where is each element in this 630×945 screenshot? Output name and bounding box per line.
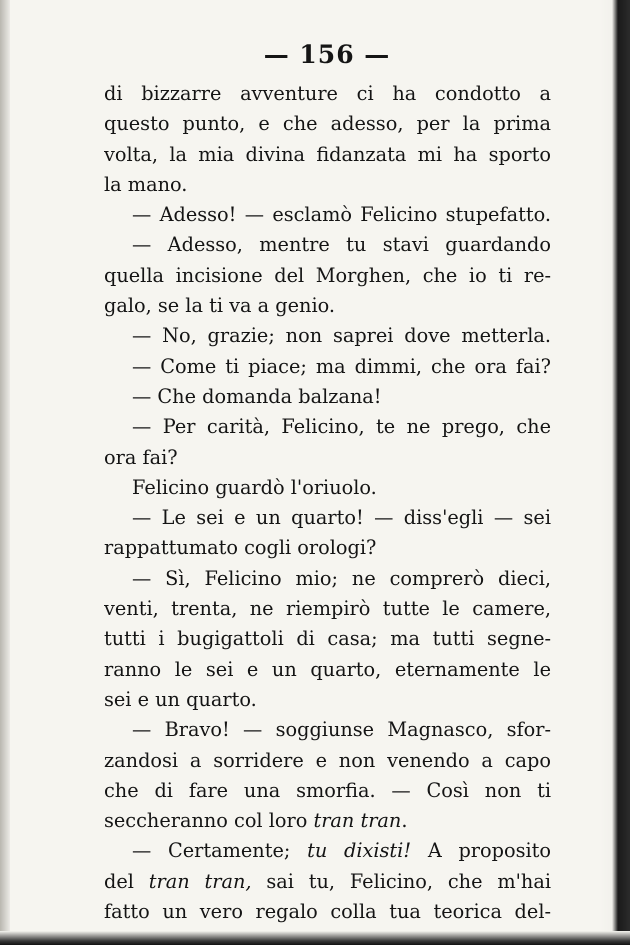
text-line: la mano. <box>104 172 188 196</box>
text-line: zandosi a sorridere e non venendo a capo <box>104 748 551 772</box>
text-line: ranno le sei e un quarto, eternamente le <box>104 657 551 681</box>
text-run: seccheranno col loro <box>104 809 314 833</box>
text-line <box>104 867 551 897</box>
text-line: Felicino guardò l'oriuolo. <box>132 475 377 499</box>
text-line: venti, trenta, ne riempirò tutte le camere, <box>104 597 551 621</box>
page-bottom-edge <box>0 931 630 945</box>
text-line: — Adesso, mentre tu stavi guardando <box>132 233 551 257</box>
text-line: che di fare una smorfia. — Così non ti <box>104 778 551 802</box>
text-line: volta, la mia divina fidanzata mi ha sporto <box>104 142 551 166</box>
text-line: rappattumato cogli orologi? <box>104 536 377 560</box>
text-line: quella incisione del Morghen, che io ti re- <box>104 263 551 287</box>
italic-text: tran tran, <box>148 869 252 893</box>
text-run: sai tu, Felicino, che m'hai <box>251 869 551 893</box>
text-run: . <box>401 809 408 833</box>
text-line: — Come ti piace; ma dimmi, che ora fai? <box>132 354 551 378</box>
text-line: — Sì, Felicino mio; ne comprerò dieci, <box>132 566 551 590</box>
text-line: di bizzarre avventure ci ha condotto a <box>104 82 551 105</box>
text-line <box>104 806 551 836</box>
body-text <box>104 79 551 927</box>
text-line: tutti i bugigattoli di casa; ma tutti segne- <box>104 627 551 651</box>
binding-edge <box>0 0 10 945</box>
text-line: — Per carità, Felicino, te ne prego, che <box>132 415 551 439</box>
text-line: — No, grazie; non saprei dove metterla. <box>132 324 551 348</box>
text-line: fatto un vero regalo colla tua teorica del- <box>104 900 551 924</box>
text-line: — Bravo! — soggiunse Magnasco, sfor- <box>132 718 551 742</box>
text-run: del <box>104 869 149 893</box>
text-line: sei e un quarto. <box>104 687 257 711</box>
page-number: — 156 — <box>263 40 391 69</box>
text-run: A proposito <box>411 839 551 863</box>
text-line: — Adesso! — esclamò Felicino stupefatto. <box>132 203 551 227</box>
italic-text: tu dixisti! <box>307 839 412 863</box>
text-run: — Certamente; <box>132 839 308 863</box>
text-line: questo punto, e che adesso, per la prima <box>104 112 551 136</box>
text-line: — Che domanda balzana! <box>132 384 382 408</box>
text-line <box>104 836 551 866</box>
text-line: ora fai? <box>104 445 178 469</box>
text-line: galo, se la ti va a genio. <box>104 294 336 318</box>
page-right-edge <box>600 0 630 945</box>
italic-text: tran tran <box>313 809 402 833</box>
text-line: — Le sei e un quarto! — diss'egli — sei <box>132 506 551 530</box>
